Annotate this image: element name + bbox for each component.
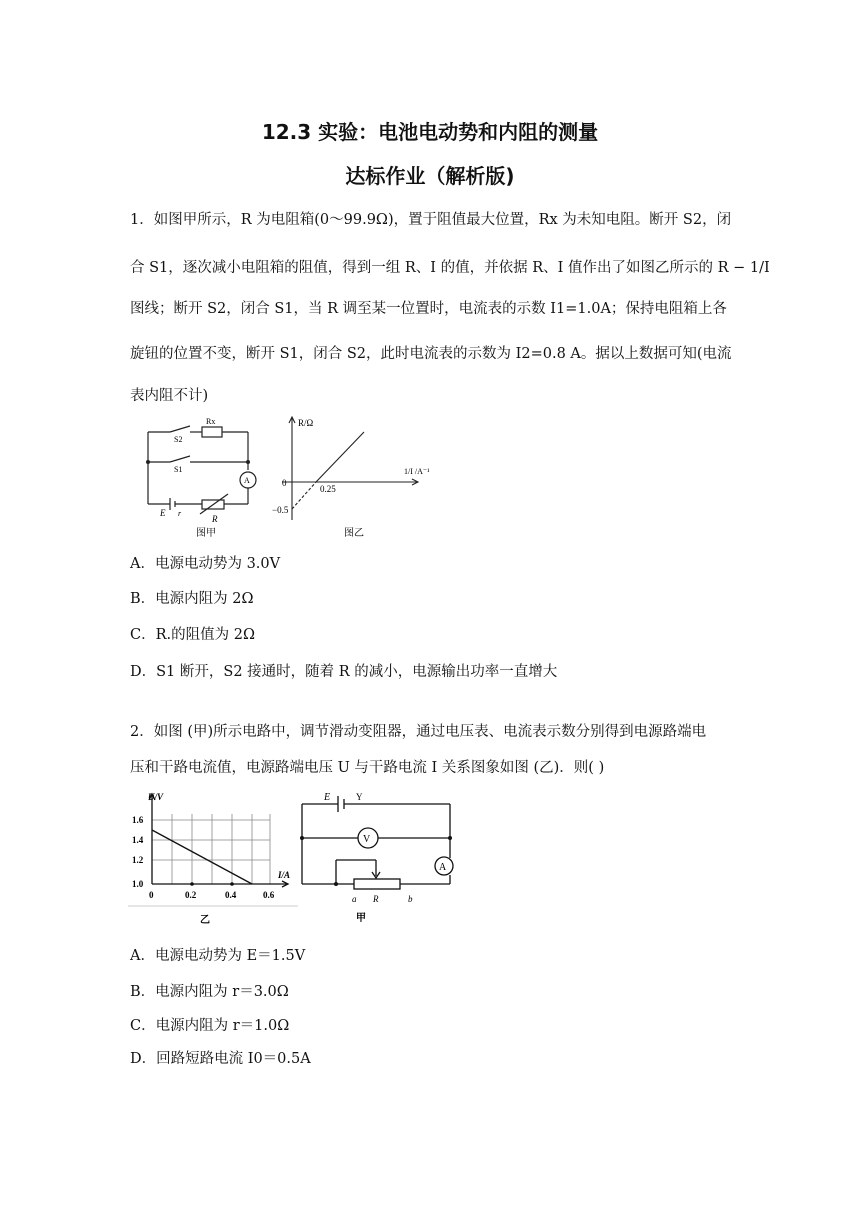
q2-option-c: C．电源内阻为 r＝1.0Ω <box>130 1018 290 1034</box>
x-tick: 0.6 <box>263 890 275 900</box>
figure-yi-graph <box>268 412 438 542</box>
label-e: E <box>160 508 166 518</box>
circuit-caption: 甲 <box>356 913 366 924</box>
q1-option-d: D．S1 断开，S2 接通时，随着 R 的减小，电源输出功率一直增大 <box>130 664 558 680</box>
label-s1: S1 <box>174 465 183 474</box>
q2-line: 压和干路电流值，电源路端电压 U 与干路电流 I 关系图象如图 (乙)．则( ) <box>130 760 605 776</box>
figure-jia-circuit <box>140 412 270 542</box>
origin-label: 0 <box>282 478 287 488</box>
q2-circuit <box>298 788 458 928</box>
y-tick: 1.6 <box>132 815 144 825</box>
caption-jia: 图甲 <box>196 528 216 539</box>
label-y: Y <box>356 792 363 802</box>
q1-line: 图线；断开 S2，闭合 S1，当 R 调至某一位置时，电流表的示数 I1=1.0A；保持电阻箱上各 <box>130 301 727 317</box>
x-tick: 0.4 <box>225 890 237 900</box>
label-b: b <box>408 894 413 904</box>
y-tick: 1.2 <box>132 855 144 865</box>
label-R: R <box>373 894 379 904</box>
x-tick-label: 0.25 <box>320 484 336 494</box>
ui-chart <box>128 788 300 928</box>
ammeter-label: A <box>439 862 447 873</box>
q1-line: 表内阻不计) <box>130 388 209 404</box>
ammeter-label: A <box>244 476 250 485</box>
label-s2: S2 <box>174 435 183 444</box>
q1-line: 旋钮的位置不变，断开 S1，闭合 S2，此时电流表的示数为 I2=0.8 A。据以上数据可知(电流 <box>130 346 732 362</box>
y-axis-label: R/Ω <box>298 418 314 428</box>
q1-line: 1．如图甲所示，R 为电阻箱(0～99.9Ω)，置于阻值最大位置，Rx 为未知电阻。断开 S2，闭 <box>130 212 732 228</box>
q2-option-d: D．回路短路电流 I0＝0.5A <box>130 1051 311 1067</box>
x-tick: 0.2 <box>185 890 197 900</box>
x-axis-label: 1/I /A⁻¹ <box>404 467 430 476</box>
q1-option-b: B．电源内阻为 2Ω <box>130 591 254 607</box>
u-axis-label: U/V <box>148 792 164 802</box>
q1-option-c: C．R.的阻值为 2Ω <box>130 627 255 643</box>
q1-line: 合 S1，逐次减小电阻箱的阻值，得到一组 R、I 的值，并依据 R、I 值作出了如图乙所示的 R − 1/I <box>130 260 770 276</box>
q1-option-a: A．电源电动势为 3.0V <box>130 556 281 572</box>
label-r: r <box>178 509 182 518</box>
y-tick: 1.0 <box>132 879 144 889</box>
page-subtitle: 达标作业（解析版) <box>345 164 515 188</box>
label-R: R <box>212 514 218 524</box>
label-a: a <box>352 894 357 904</box>
i-axis-label: I/A <box>278 870 291 880</box>
chart-caption: 乙 <box>200 915 210 926</box>
page-title: 12.3 实验：电池电动势和内阻的测量 <box>261 120 599 144</box>
x-tick: 0 <box>149 890 154 900</box>
label-rx: Rx <box>206 417 216 426</box>
q2-line: 2．如图 (甲)所示电路中，调节滑动变阻器，通过电压表、电流表示数分别得到电源路端电 <box>130 724 707 740</box>
q2-option-a: A．电源电动势为 E＝1.5V <box>130 948 306 964</box>
caption-yi: 图乙 <box>344 528 364 539</box>
label-e: E <box>324 792 331 803</box>
q2-option-b: B．电源内阻为 r＝3.0Ω <box>130 984 289 1000</box>
voltmeter-label: V <box>363 834 371 845</box>
y-tick: 1.4 <box>132 835 144 845</box>
y-tick-label: −0.5 <box>272 505 289 515</box>
